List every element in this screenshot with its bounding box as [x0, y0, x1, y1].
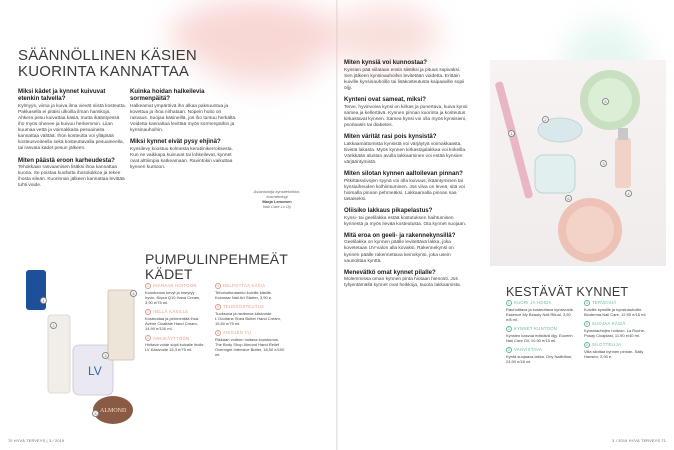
- product-desc: Viila silottaa kynnen pinnan. Sally Hansen, 2,90 e.: [584, 348, 644, 359]
- section-title-pumpulinpehmeat: PUMPULINPEHMEÄT KÄDET: [145, 251, 288, 282]
- product-entry: [584, 300, 654, 317]
- product-entry: [145, 335, 205, 352]
- right-footer: 3 / 2019 HYVÄ TERVEYS 71: [612, 439, 666, 443]
- question-heading: Miksi kädet ja kynnet kuivuvat etenkin talvella?: [18, 88, 106, 102]
- watercolor-splash: [330, 5, 440, 65]
- product-callout-6: 6: [565, 195, 572, 202]
- nail-products-photo: [490, 60, 666, 266]
- product-label: HELLÄ KÄSILLE: [153, 309, 189, 315]
- answer-text: Terve, hyvinvoiva kynsi on kirkas ja punertava, kuiva kynsi samea ja kellertävä. Kynnen pinnan kuorinta ja kosteutus kirkastavat kynnen. Samea kynsi voi olla myös kynsisieni, psoriaasis tai diabetes.: [344, 104, 468, 128]
- product-label: ARKIKÄYTTÖÖN: [153, 335, 190, 341]
- nail-file: [495, 81, 534, 199]
- product-number: 2: [507, 327, 511, 332]
- product-callout-2: 2: [542, 116, 549, 123]
- quote-org: Nail Care Lx Oy: [262, 204, 292, 209]
- product-label: SILOTTELIJA: [592, 342, 622, 348]
- product-label: TEHOKOSTEUTUS: [223, 304, 265, 310]
- question-heading: Menevätkö omat kynnet pilalle?: [344, 268, 436, 276]
- product-label: HELPOTTAA KÄSIÄ: [223, 283, 266, 289]
- almond-label-icon: ALMOND: [100, 408, 127, 414]
- product-number: 4: [585, 301, 589, 305]
- product-label: VAHVISTAVA: [514, 347, 543, 353]
- product-entry: [584, 321, 654, 338]
- product-desc: Hoitava voide sopii kuivalle iholle. LV Käsivoide 15,3 e/75 ml.: [145, 342, 205, 353]
- product-label: KUORI JA HOIDA: [514, 300, 552, 306]
- nivea-tube: [26, 270, 46, 310]
- product-label: SUOJAA KÄSIÄ: [592, 321, 626, 327]
- nail-art-mask: [108, 290, 134, 360]
- product-callout-4: 4: [130, 290, 137, 297]
- expert-quote: [249, 189, 305, 209]
- left-product-list-2: [215, 283, 285, 361]
- product-callout-3: 3: [600, 160, 607, 167]
- product-callout-5: 5: [602, 98, 609, 105]
- product-desc: Tuoksuva ja ravitseva käsivoide. L'Occitane Shea Butter Hand Cream, 15,50 e/75 ml.: [215, 310, 281, 327]
- product-number: 6: [216, 331, 220, 336]
- product-desc: Tehohoitonaamio kuiville käsille. Kocostar Nail Art Starter, 3,90 e.: [215, 289, 273, 300]
- right-product-list-2: [584, 300, 654, 363]
- answer-text: Geelilakka on kynnen päälle levitettävä lakka, joka kovetetaan UV-valon alla kovaksi. Rakennekynsi on kynnen päälle rakennettava keinokynsi, joka usein vaurioittaa kynttä.: [344, 240, 454, 264]
- left-footer: 70 HYVÄ TERVEYS | 3 / 2019: [8, 439, 65, 443]
- essence-tin-2: [535, 155, 575, 193]
- left-column-1: [18, 88, 126, 191]
- product-desc: Rikkaan voiteen hoitava koostumus. The Body Shop Almond Hand Relief Overnight Intensive Butter, 18,50 e/100 ml.: [215, 336, 285, 358]
- right-product-list-1: [506, 300, 576, 368]
- product-label: IHANAAN HOITOON: [153, 283, 197, 289]
- article-headline: SÄÄNNÖLLINEN KÄSIEN KUORINTA KANNATTAA: [18, 47, 197, 80]
- answer-text: Kynsi- tai geelilakka estää kostutuksen haihtumisen kynnestä ja myös lievää kosteutusta. Ota kynnet suojaan.: [344, 215, 467, 227]
- answer-text: Kynsilevy koostuu kolmesta keratiinikerroksesta. Kun ne vaikkapa kuivuvat tai lohkeilevat, kynnet ovat alttiimpia katkeamaan. Ravintokin vaikuttaa kynnen kuntoon.: [130, 146, 233, 170]
- product-entry: [506, 300, 576, 322]
- quote-intro: Asiantuntija kynsiteknikko, kosmetologi: [253, 189, 301, 199]
- product-desc: Kynsinauhojen hoitoon. La Roche-Posay Cicaplast, 11,90 e/40 ml.: [584, 327, 646, 338]
- product-number: 1: [146, 284, 150, 288]
- product-entry: [584, 342, 654, 359]
- product-number: 4: [216, 284, 220, 288]
- question-heading: Miten silotan kynnen aaltoilevan pinnan?: [344, 170, 463, 177]
- product-desc: Kynsien kasvua edistävä öljy. Eucerin Nail Care Oil, 10,90 e/15 ml.: [506, 332, 573, 344]
- product-desc: Kosteuttaa ja pehmentää ihoa. Avène Cicalfate Hand Cream, 14,90 e/100 ml.: [145, 315, 200, 332]
- product-number: 2: [146, 310, 150, 315]
- product-entry: [145, 283, 205, 305]
- product-desc: Rauhoittava ja kosteuttava kynsivoide. Essence My Beauty Nail Ritual, 3,90 e/8 ml.: [506, 306, 575, 323]
- lv-logo: LV: [88, 364, 102, 378]
- right-column-1: [344, 59, 468, 291]
- left-column-2: [130, 88, 238, 172]
- product-callout-1: 1: [40, 297, 47, 304]
- hand-cream-products-photo: [18, 250, 138, 435]
- orly-bottle: [615, 138, 631, 188]
- answer-text: Halkeamat ympäröivä iho alkaa paksuuntua ja kovettua ja ihoa nirhataan. Nopein hoito on rasvaus. Suojaa käsineillä, jos iho tuntuu herkältä. Voidetta kannattaa levittää myös sormenpäihin ja kynsinauhoihin.: [130, 103, 237, 133]
- product-number: 1: [507, 301, 511, 305]
- product-entry: [215, 330, 285, 357]
- product-callout-3: 3: [102, 352, 109, 359]
- product-label: TERVEISIÄ: [592, 300, 617, 306]
- section-title-kestavat-kynnet: KESTÄVÄT KYNNET: [506, 285, 629, 299]
- product-callout-1: 1: [508, 130, 515, 137]
- quote-person: Marja Lemonen: [262, 199, 292, 204]
- page-gutter: [336, 0, 338, 450]
- product-number: 3: [146, 336, 150, 341]
- question-heading: Miten päästä eroon karheudesta?: [18, 156, 115, 164]
- question-heading: Kuinka hoidan halkeilevia sormenpäitä?: [130, 88, 205, 102]
- product-callout-2: 2: [50, 322, 57, 329]
- answer-text: Molemmissa oman kynnen pinta hiotaan hienosti. Jos tyhjentämällä kynnet ovat heikkoja, tauota lakkaamista.: [344, 277, 462, 289]
- product-callout-4: 4: [625, 190, 632, 197]
- question-heading: Miten värität rasi pois kynsistä?: [344, 133, 437, 140]
- answer-text: Lakkaamattomista kynsistä voi värjäytyä voimakkaasta, tiivistä lakasta. Myös kynnen kirkastajalakkaa voi kokeilla. Värikkään alustan avulla lakkaaminen voi estää kynsien värjääntymistä.: [344, 141, 467, 165]
- product-desc: Koostumus kevyt ja imeytyy hyvin. Nivea Q10 Hand Cream, 3,90 e/75 ml.: [145, 289, 201, 306]
- question-heading: Miksi kynnet eivät pysy ehjinä?: [130, 138, 221, 146]
- product-callout-5: 5: [92, 410, 99, 417]
- left-product-list-1: [145, 283, 205, 356]
- answer-text: Kynsien pää viilataan ensin siistiksi ja pituus sopivaksi. Sen jälkeen kynsinauhoihin levitetään voidetta. Erittäin kuiville kynsinauhoille tai lisäkosteutusta kaipaaville sopii öljy.: [344, 67, 465, 91]
- product-desc: Kyntä suojaava lakka. Orly Nailtrition, 24,90 e/18 ml.: [506, 353, 573, 365]
- question-heading: Mitä eroa on geeli- ja rakennekynsillä?: [344, 231, 456, 239]
- product-label: KYNNET KUNTOON: [514, 326, 558, 332]
- answer-text: Pitkittäisviivojen syynä voi olla kuivuus, ikääntyminen tai kynsiaiheuden kolhiintuminen. Jos viiva on leveä, sitä voi hiomalla pinnan pehmeäksi. Lakkaamalla pinnan saa tasaiseksi.: [344, 178, 465, 202]
- answer-text: Tehokkaan rasvaamisen lisäksi ihoa kannattaa kuoria. Se poistaa kuollutta ihosolukkoa ja tekee ihosta sileän. Kuorinnan jälkeen kannattaa levittää tuhti voide.: [18, 165, 125, 189]
- product-number: 5: [585, 322, 589, 327]
- product-entry: [506, 326, 576, 343]
- answer-text: Kylmyys, viima ja kuiva ilma vievät niistä kosteutta. Pakkasella ei pitäisi ulkoilla ilman hanskoja. Ahkera pesu kuivattaa käsiä, mutta ikääntyessä iho myös ohenee ja kuivuu herkemmin. Liian kuumaa vettä ja voimakkaita pesuaineita kannattaa välttää. Ihon kosteutta voi ylläpitää kosteusvoiteella sekä kosteuttavalla pesuaineella, tai rasvata kädet pesun jälkeen.: [18, 103, 126, 152]
- product-entry: [215, 304, 285, 326]
- product-number: 6: [585, 343, 589, 348]
- product-label: AIKOJEN YLI: [223, 330, 252, 336]
- product-desc: Kuiville kynsille ja kynsinauhoille. Bioderma Nail Care, 12,90 e/15 ml.: [584, 306, 647, 317]
- product-entry: [215, 283, 285, 300]
- product-entry: [506, 347, 576, 364]
- product-entry: [145, 309, 205, 331]
- question-heading: Kynteni ovat sameat, miksi?: [344, 96, 426, 103]
- product-number: 5: [216, 305, 220, 310]
- watercolor-splash: [210, 40, 320, 90]
- question-heading: Oliisiko lakkaus pikapelastus?: [344, 207, 433, 214]
- product-number: 3: [507, 348, 511, 353]
- question-heading: Miten kynsiä voi kunnostaa?: [344, 59, 427, 66]
